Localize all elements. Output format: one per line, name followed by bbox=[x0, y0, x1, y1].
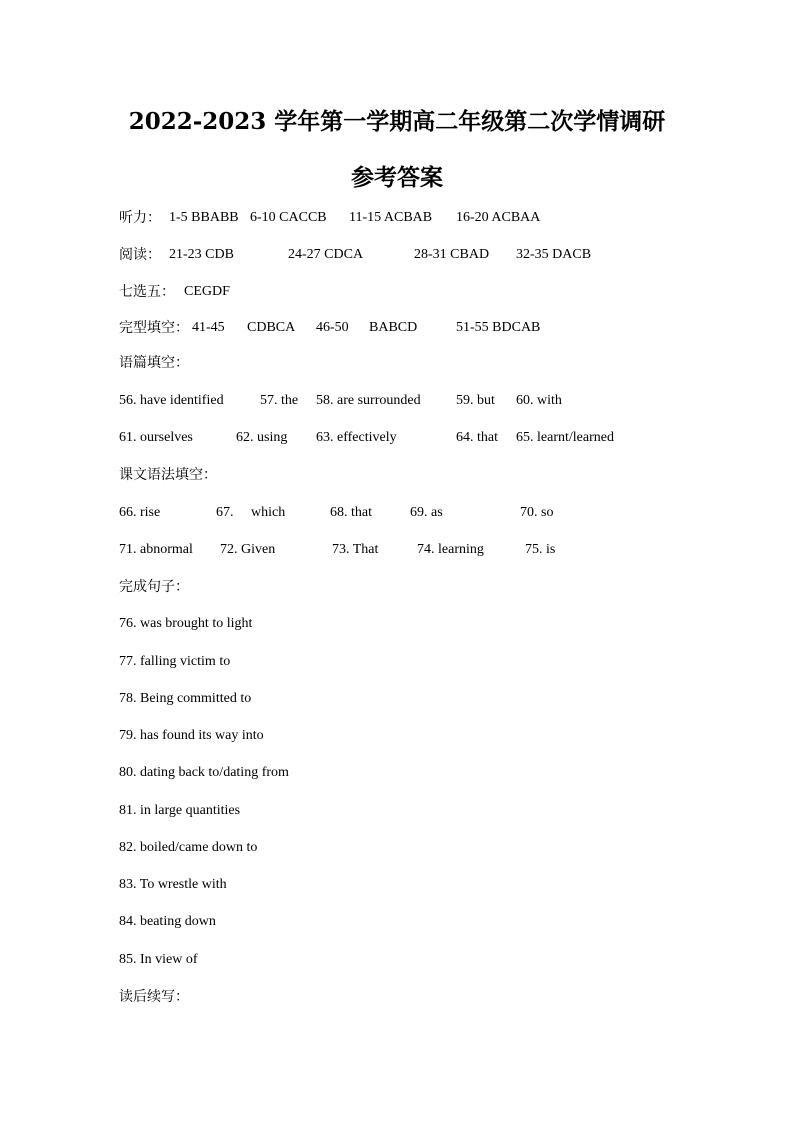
answer-item: 58. are surrounded bbox=[316, 393, 421, 408]
sentence-answer: 85. In view of bbox=[119, 952, 198, 967]
sentence-answer: 83. To wrestle with bbox=[119, 877, 227, 892]
continuation-writing-heading: 读后续写： bbox=[119, 989, 189, 1005]
reading-label: 阅读： bbox=[119, 247, 161, 263]
answer-item: 65. learnt/learned bbox=[516, 430, 614, 445]
answer-item: 75. is bbox=[525, 542, 556, 557]
answer-range: 46-50 bbox=[316, 320, 349, 335]
text-grammar-heading: 课文语法填空： bbox=[119, 467, 217, 483]
answer-group: BABCD bbox=[369, 320, 418, 335]
sentence-answer: 82. boiled/came down to bbox=[119, 840, 258, 855]
answer-group: 51-55 BDCAB bbox=[456, 320, 541, 335]
answer-item: 68. that bbox=[330, 505, 372, 520]
answer-group: 21-23 CDB bbox=[169, 247, 234, 262]
answer-group: 24-27 CDCA bbox=[288, 247, 364, 262]
answer-item: 66. rise bbox=[119, 505, 161, 520]
document-subtitle: 参考答案 bbox=[351, 164, 443, 191]
complete-sentences-heading: 完成句子： bbox=[119, 579, 189, 595]
answer-group: 6-10 CACCB bbox=[250, 210, 327, 225]
answer-item: 59. but bbox=[456, 393, 495, 408]
answer-item: 70. so bbox=[520, 505, 554, 520]
answer-group: 16-20 ACBAA bbox=[456, 210, 541, 225]
sentence-answer: 79. has found its way into bbox=[119, 728, 264, 743]
sentence-answer: 76. was brought to light bbox=[119, 616, 253, 631]
answer-group: 28-31 CBAD bbox=[414, 247, 490, 262]
answer-item: 67. bbox=[216, 505, 234, 520]
cloze-label: 完型填空： bbox=[119, 320, 189, 336]
sentence-answer: 77. falling victim to bbox=[119, 654, 231, 669]
sentence-answer: 80. dating back to/dating from bbox=[119, 765, 289, 780]
answer-item: 56. have identified bbox=[119, 393, 224, 408]
answer-group: CEGDF bbox=[184, 284, 230, 299]
answer-item: 60. with bbox=[516, 393, 562, 408]
listening-label: 听力： bbox=[119, 210, 161, 226]
answer-item: 74. learning bbox=[417, 542, 484, 557]
answer-range: 41-45 bbox=[192, 320, 225, 335]
sentence-answer: 84. beating down bbox=[119, 914, 216, 929]
answer-group: 11-15 ACBAB bbox=[349, 210, 433, 225]
answer-item: 64. that bbox=[456, 430, 498, 445]
seven-choose-five-label: 七选五： bbox=[119, 284, 175, 300]
sentence-answer: 81. in large quantities bbox=[119, 803, 241, 818]
document-title: 2022-2023 学年第一学期高二年级第二次学情调研 bbox=[128, 108, 666, 135]
answer-item: 61. ourselves bbox=[119, 430, 193, 445]
sentence-answer: 78. Being committed to bbox=[119, 691, 252, 706]
answer-item: 71. abnormal bbox=[119, 542, 193, 557]
answer-item: 72. Given bbox=[220, 542, 276, 557]
answer-item: 57. the bbox=[260, 393, 299, 408]
answer-group: CDBCA bbox=[247, 320, 296, 335]
answer-item: which bbox=[251, 505, 286, 520]
answer-group: 1-5 BBABB bbox=[169, 210, 239, 225]
answer-item: 69. as bbox=[410, 505, 443, 520]
answer-item: 62. using bbox=[236, 430, 288, 445]
answer-group: 32-35 DACB bbox=[516, 247, 592, 262]
passage-fill-heading: 语篇填空： bbox=[119, 355, 189, 371]
answer-item: 63. effectively bbox=[316, 430, 397, 445]
answer-item: 73. That bbox=[332, 542, 379, 557]
